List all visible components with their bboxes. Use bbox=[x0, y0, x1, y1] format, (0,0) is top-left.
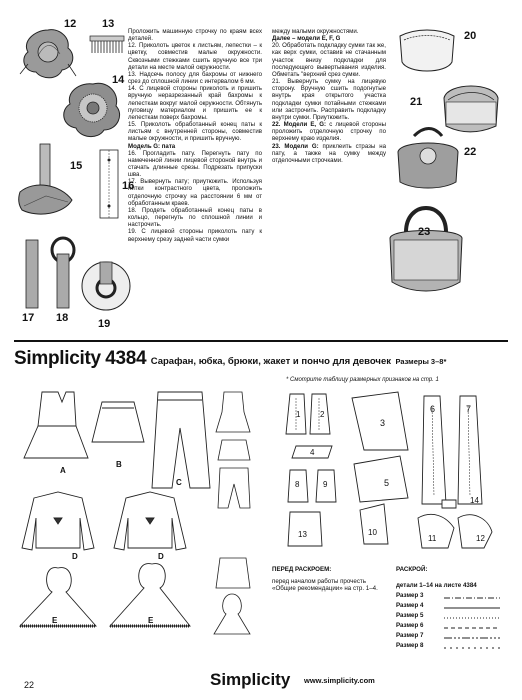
garment-label-c: C bbox=[176, 478, 182, 487]
size-7-row bbox=[396, 632, 423, 639]
ring-strap-illustration-18 bbox=[48, 236, 78, 310]
bag-illustration-23 bbox=[384, 192, 468, 296]
instruction-step-18: 18. Продеть обработанный конец паты в кольцо, перегнуть по сплошной линии и настрочить. bbox=[128, 206, 262, 229]
garment-label-d-front: D bbox=[72, 552, 78, 561]
instruction-step-17: 17. Вывернуть пату; приутюжить. Используя нитки контрастного цвета, проложить отделочную строчку на расстоянии 6 мм от обработанным краев. bbox=[128, 178, 262, 207]
figure-number-15: 15 bbox=[70, 160, 83, 172]
figure-number-19: 19 bbox=[98, 318, 111, 330]
figure-number-13: 13 bbox=[102, 18, 115, 30]
figure-number-20: 20 bbox=[464, 30, 477, 42]
strap-illustration-17 bbox=[24, 240, 40, 310]
garment-label-d-back: D bbox=[158, 552, 164, 561]
dress-sketch-a bbox=[24, 392, 88, 458]
pattern-pieces bbox=[272, 386, 512, 556]
pattern-subtitle: Сарафан, юбка, брюки, жакет и пончо для девочек bbox=[150, 356, 391, 367]
pattern-piece-5 bbox=[354, 456, 408, 502]
size-line-styles bbox=[444, 594, 504, 654]
strap-pattern-illustration-16 bbox=[98, 150, 120, 220]
piece-number-14: 14 bbox=[470, 496, 479, 505]
instruction-continuation: между малыми окружностями. bbox=[272, 28, 359, 35]
figure-number-22: 22 bbox=[464, 146, 477, 158]
pattern-piece-14 bbox=[442, 500, 456, 508]
instruction-intro: Проложить машинную строчку по краям всех деталей. bbox=[128, 28, 262, 43]
pattern-piece-10 bbox=[360, 504, 388, 544]
figure-number-12: 12 bbox=[64, 18, 77, 30]
figure-number-17: 17 bbox=[22, 312, 35, 324]
pattern-number: 4384 bbox=[105, 348, 147, 369]
piece-number-5: 5 bbox=[384, 478, 390, 488]
garment-label-e-back: E bbox=[148, 616, 154, 625]
size-5-label: Размер 5 bbox=[396, 612, 424, 619]
instructions-column-2 bbox=[272, 28, 386, 164]
piece-number-6: 6 bbox=[430, 404, 436, 414]
fringe-strip-illustration-13 bbox=[90, 36, 124, 54]
size-4-row bbox=[396, 602, 423, 609]
piece-number-11: 11 bbox=[428, 534, 437, 543]
size-8-row bbox=[396, 642, 423, 649]
jacket-sketch-d-front bbox=[22, 492, 94, 550]
size-7-label: Размер 7 bbox=[396, 632, 424, 639]
instruction-step-21: 21. Вывернуть сумку на лицевую сторону. Вручную сшить подогнутые внутрь края открытого участка подкладки сумки потайными стежками или застрочить. Расправить подкладку внутри сумки. Приутюжить. bbox=[272, 78, 386, 121]
instruction-step-16: 16. Прогладить пату. Перегнуть пату по намеченной линии лицевой стороной внутрь и стачать длинные срезы. Подрезать припуски шва. bbox=[128, 149, 262, 179]
garment-label-a: A bbox=[60, 466, 66, 475]
models-g-heading: 23. Модели G: bbox=[272, 142, 319, 150]
header-top-rule bbox=[14, 340, 508, 342]
piece-number-3: 3 bbox=[380, 418, 386, 428]
piece-number-7: 7 bbox=[466, 404, 472, 414]
size-6-row bbox=[396, 622, 423, 629]
before-cutting-heading: ПЕРЕД РАСКРОЕМ: bbox=[272, 566, 332, 573]
footer-url: www.simplicity.com bbox=[304, 676, 375, 685]
page-number: 22 bbox=[24, 680, 35, 690]
size-8-label: Размер 8 bbox=[396, 642, 424, 649]
instruction-step-12: 12. Приколоть цветок к листьям, лепестки – к цветку, совместив малые окружности. Сквозными стежками сшить вручную все три детали на месте малой окружности. bbox=[128, 42, 262, 71]
cutting-details: детали 1–14 на листе 4384 bbox=[396, 582, 477, 589]
garment-label-b: B bbox=[116, 460, 122, 469]
bag-illustration-20 bbox=[396, 26, 458, 78]
figure-number-18: 18 bbox=[56, 312, 69, 324]
piece-number-13: 13 bbox=[298, 530, 307, 539]
size-4-label: Размер 4 bbox=[396, 602, 424, 609]
pattern-header bbox=[14, 348, 508, 370]
pattern-piece-12 bbox=[458, 515, 492, 548]
poncho-sketch-e-front bbox=[20, 568, 96, 626]
cutting-heading: РАСКРОЙ: bbox=[396, 566, 428, 573]
size-5-row bbox=[396, 612, 423, 619]
piece-number-9: 9 bbox=[323, 480, 328, 489]
figure-number-16: 16 bbox=[122, 180, 135, 192]
size-3-label: Размер 3 bbox=[396, 592, 424, 599]
garment-label-e-front: E bbox=[52, 616, 58, 625]
brand-name: Simplicity bbox=[14, 348, 101, 369]
size-note: * Смотрите таблицу размерных признаков на стр. 1 bbox=[286, 377, 439, 383]
piece-number-8: 8 bbox=[295, 480, 300, 489]
strap-leaves-illustration-15 bbox=[16, 144, 83, 224]
models-eg-heading: 22. Модели E, G: bbox=[272, 121, 327, 129]
instruction-step-15: 15. Приколоть обработанный конец паты к листьям с внутренней стороны, совместив малые окружности, и пришить вручную. bbox=[128, 121, 262, 143]
instruction-step-20: 20. Обработать подкладку сумки так же, как верх сумки, оставив не стачанным участок внизу подкладки для последующего вывертывания изделия. Обметать "верхний срез сумки. bbox=[272, 42, 386, 78]
instructions-column-1 bbox=[128, 28, 262, 243]
instruction-step-13: 13. Надсечь полосу для бахромы от нижнего срез до сплошной линии с интервалом 6 мм. bbox=[128, 70, 262, 86]
instruction-step-19: 19. С лицевой стороны приколоть пату к верхнему срезу задней части сумки bbox=[128, 228, 262, 243]
small-views-lower bbox=[214, 558, 250, 634]
skirt-sketch-b bbox=[92, 402, 144, 442]
footer-brand: Simplicity bbox=[210, 670, 291, 689]
piece-number-10: 10 bbox=[368, 528, 377, 537]
flower-fringe-illustration-14 bbox=[60, 80, 126, 140]
flower-illustration-12 bbox=[18, 26, 78, 81]
instruction-step-23: приклеить стразы на пату, а также на сумку между отделочными строчками. bbox=[272, 142, 386, 164]
figure-number-23: 23 bbox=[418, 226, 431, 238]
instruction-step-22: с лицевой стороны проложить отделочную строчку по верхнему краю изделия. bbox=[272, 121, 386, 143]
model-g-heading: Модель G: пата bbox=[128, 142, 176, 150]
ring-detail-illustration-19 bbox=[80, 260, 132, 312]
figure-number-14: 14 bbox=[112, 74, 125, 86]
size-6-label: Размер 6 bbox=[396, 622, 424, 629]
pants-sketch-c bbox=[152, 392, 210, 488]
small-views bbox=[216, 392, 250, 508]
pattern-sizes: Размеры 3–8* bbox=[395, 357, 447, 366]
piece-number-4: 4 bbox=[310, 448, 315, 457]
models-efg-heading: Далее – модели E, F, G bbox=[272, 35, 341, 43]
figure-number-21: 21 bbox=[410, 96, 423, 108]
piece-number-1: 1 bbox=[296, 410, 301, 419]
pattern-piece-13 bbox=[288, 512, 322, 546]
size-3-row bbox=[396, 592, 423, 599]
instruction-step-14: 14. С лицевой стороны приколоть и пришить вручную неразрезанный край бахромы к лепесткам вокруг малой окружности. Обтянуть пуговицу материалом и пришить ее к лепесткам поверх бахромы. bbox=[128, 85, 262, 121]
piece-number-12: 12 bbox=[476, 534, 485, 543]
before-cutting-text: перед началом работы прочесть «Общие рекомендации» на стр. 1–4. bbox=[272, 578, 378, 593]
piece-number-2: 2 bbox=[320, 410, 325, 419]
bag-illustration-22 bbox=[394, 126, 462, 192]
jacket-sketch-d-back bbox=[114, 492, 186, 550]
